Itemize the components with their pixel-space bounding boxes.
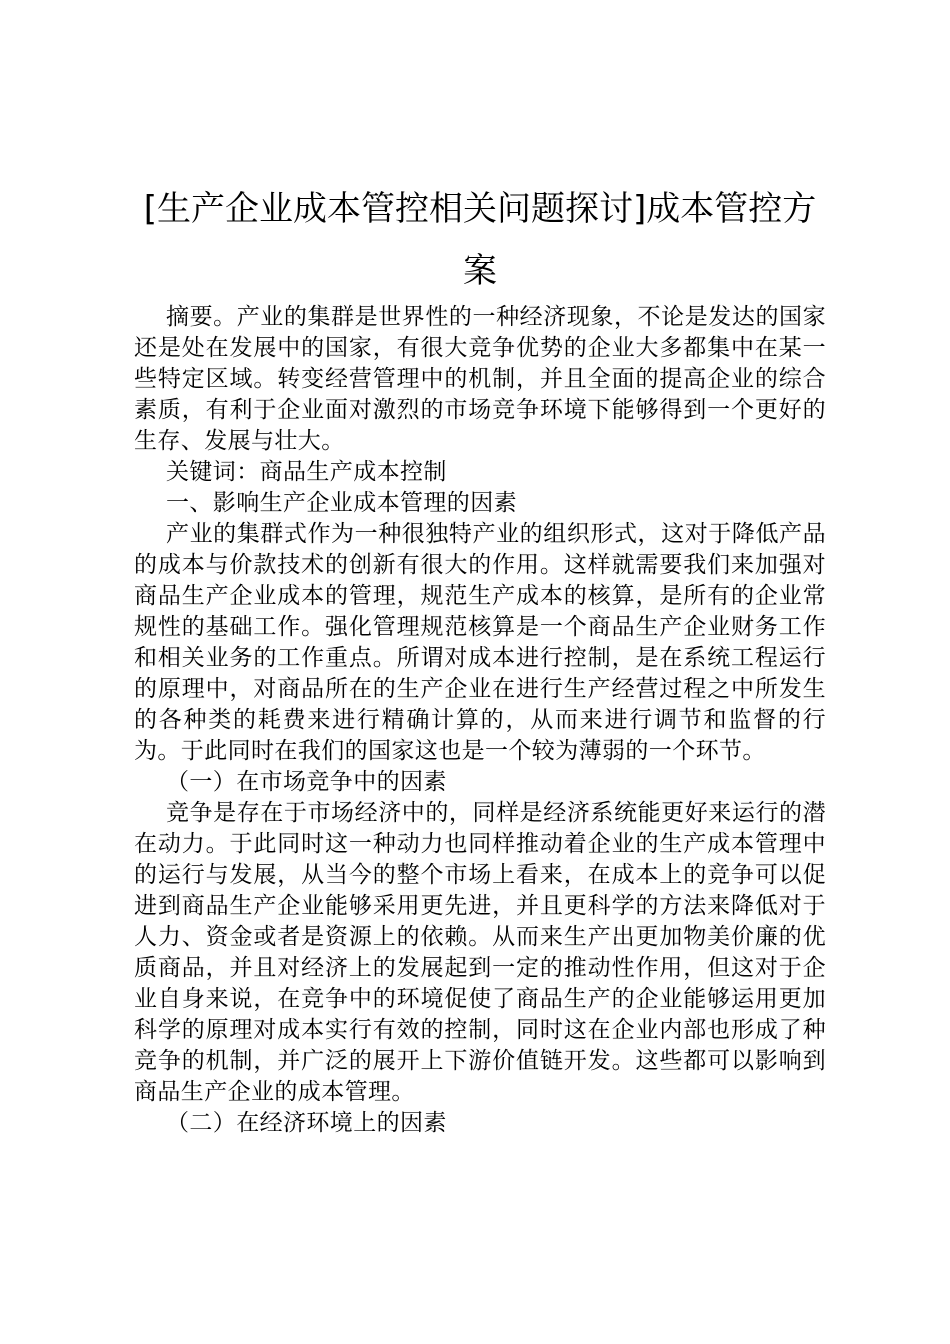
document-body — [134, 178, 826, 1139]
document-title — [134, 178, 826, 302]
subsection-1-heading: （一）在市场竞争中的因素 — [166, 769, 447, 795]
subsection-1-paragraph: 竞争是存在于市场经济中的，同样是经济系统能更好来运行的潜在动力。于此同时这一种动力也同样推动着企业的生产成本管理中的运行与发展，从当今的整个市场上看来，在成本上的竞争可以促进到商品生产企业能够采用更先进，并且更科学的方法来降低对于人力、资金或者是资源上的依赖。从而来生产出更加物美价廉的优质商品，并且对经济上的发展起到一定的推动性作用，但这对于企业自身来说，在竞争中的环境促使了商品生产的企业能够运用更加科学的原理对成本实行有效的控制，同时这在企业内部也形成了种竞争的机制，并广泛的展开上下游价值链开发。这些都可以影响到商品生产企业的成本管理。 — [134, 800, 826, 1105]
title-line-2: 案 — [463, 251, 497, 291]
abstract-paragraph: 摘要。产业的集群是世界性的一种经济现象，不论是发达的国家还是处在发展中的国家，有很大竞争优势的企业大多都集中在某一些特定区域。转变经营管理中的机制，并且全面的提高企业的综合素质，有利于企业面对激烈的市场竞争环境下能够得到一个更好的生存、发展与壮大。 — [134, 304, 826, 454]
title-line-1: [生产企业成本管控相关问题探讨]成本管控方 — [143, 189, 817, 229]
section-1-paragraph: 产业的集群式作为一种很独特产业的组织形式，这对于降低产品的成本与价款技术的创新有很大的作用。这样就需要我们来加强对商品生产企业成本的管理，规范生产成本的核算，是所有的企业常规性的基础工作。强化管理规范核算是一个商品生产企业财务工作和相关业务的工作重点。所谓对成本进行控制，是在系统工程运行的原理中，对商品所在的生产企业在进行生产经营过程之中所发生的各种类的耗费来进行精确计算的，从而来进行调节和监督的行为。于此同时在我们的国家这也是一个较为薄弱的一个环节。 — [134, 521, 826, 764]
keywords-line: 关键词：商品生产成本控制 — [166, 459, 447, 485]
subsection-2-heading: （二）在经济环境上的因素 — [166, 1110, 447, 1136]
section-1-heading: 一、影响生产企业成本管理的因素 — [166, 490, 517, 516]
